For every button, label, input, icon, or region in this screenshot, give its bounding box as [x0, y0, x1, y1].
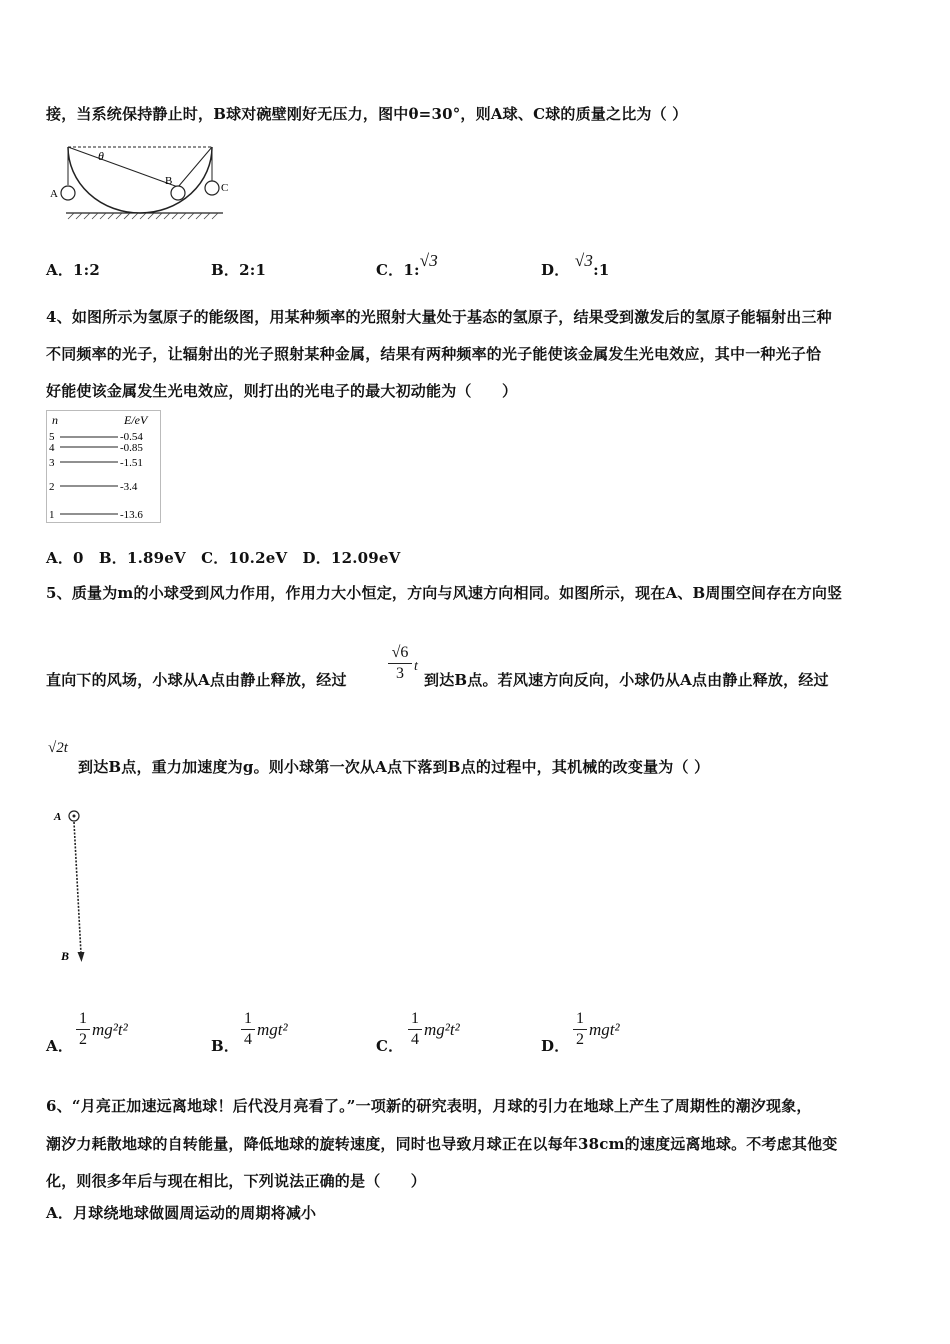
q5-line-2a: 直向下的风场，小球从A点由静止释放，经过 [46, 671, 347, 689]
q5-option-b-key: B． [211, 1037, 240, 1055]
q5-option-a-fraction: 1 2 [76, 1010, 90, 1049]
label-theta: θ [98, 149, 104, 163]
q5-option-d-key: D． [541, 1037, 570, 1055]
q3-option-c: C．1:√3 [376, 251, 438, 279]
q5-option-d-fraction: 1 2 [573, 1010, 587, 1049]
q4-line-1: 4、如图所示为氢原子的能级图，用某种频率的光照射大量处于基态的氢原子，结果受到激发后的氢原子能辐射出三种 [46, 308, 832, 326]
q6-option-a: A．月球绕地球做圆周运动的周期将减小 [46, 1204, 317, 1222]
level-n: 2 [49, 481, 55, 493]
level-energy: -13.6 [120, 509, 143, 521]
level-n: 5 [49, 431, 55, 443]
q5-option-a-expr: mg²t² [92, 1020, 128, 1039]
label-b: B [165, 175, 173, 187]
q6-line-2: 潮汐力耗散地球的自转能量，降低地球的旋转速度，同时也导致月球正在以每年38cm的速度远离地球。不考虑其他变 [46, 1135, 838, 1153]
q3-option-a: A．1:2 [46, 261, 101, 279]
label-c: C [221, 182, 229, 194]
level-n: 1 [49, 509, 55, 521]
level-n: 4 [49, 442, 55, 454]
q5-option-c-key: C． [376, 1037, 404, 1055]
e-axis-label: E/eV [124, 413, 148, 427]
label-a: A [54, 811, 62, 823]
q5-option-b-expr: mgt² [257, 1020, 288, 1039]
level-energy: -1.51 [120, 457, 143, 469]
q5-option-b-fraction: 1 4 [241, 1010, 255, 1049]
q5-option-a-key: A． [46, 1037, 74, 1055]
q5-time-2: √2t [48, 740, 68, 756]
energy-level-diagram [46, 410, 164, 524]
q5-option-c-expr: mg²t² [424, 1020, 460, 1039]
q5-line-3: 到达B点，重力加速度为g。则小球第一次从A点下落到B点的过程中，其机械的改变量为（ ） [78, 758, 710, 776]
q5-fall-figure [50, 806, 95, 966]
level-energy: -0.85 [120, 442, 143, 454]
level-energy: -3.4 [120, 481, 138, 493]
level-n: 3 [49, 457, 55, 469]
q5-option-d-expr: mgt² [589, 1020, 620, 1039]
q5-time-var: t [414, 659, 418, 674]
q3-stem: 接，当系统保持静止时，B球对碗壁刚好无压力，图中θ=30°，则A球、C球的质量之比为（ ） [46, 105, 688, 123]
level-energy: -0.54 [120, 431, 143, 443]
q5-time-fraction: √6 3 [388, 644, 412, 683]
q5-option-c-fraction: 1 4 [408, 1010, 422, 1049]
n-axis-label: n [52, 413, 58, 427]
q4-options: A．0 B．1.89eV C．10.2eV D．12.09eV [46, 549, 401, 567]
label-a: A [50, 188, 58, 200]
q4-line-3: 好能使该金属发生光电效应，则打出的光电子的最大初动能为（ ） [46, 382, 518, 400]
q3-bowl-figure [48, 143, 238, 223]
q5-line-1: 5、质量为m的小球受到风力作用，作用力大小恒定，方向与风速方向相同。如图所示，现在A、B周围空间存在方向竖 [46, 584, 843, 602]
q3-option-d: D． √3:1 [541, 251, 610, 279]
label-b: B [61, 949, 70, 963]
q6-line-3: 化，则很多年后与现在相比，下列说法正确的是（ ） [46, 1172, 427, 1190]
q4-line-2: 不同频率的光子，让辐射出的光子照射某种金属，结果有两种频率的光子能使该金属发生光电效应，其中一种光子恰 [46, 345, 822, 363]
q5-line-2b: 到达B点。若风速方向反向，小球仍从A点由静止释放，经过 [424, 671, 829, 689]
q6-line-1: 6、“月亮正加速远离地球！后代没月亮看了。”一项新的研究表明，月球的引力在地球上产生了周期性的潮汐现象， [46, 1097, 812, 1115]
q3-option-b: B．2:1 [211, 261, 267, 279]
